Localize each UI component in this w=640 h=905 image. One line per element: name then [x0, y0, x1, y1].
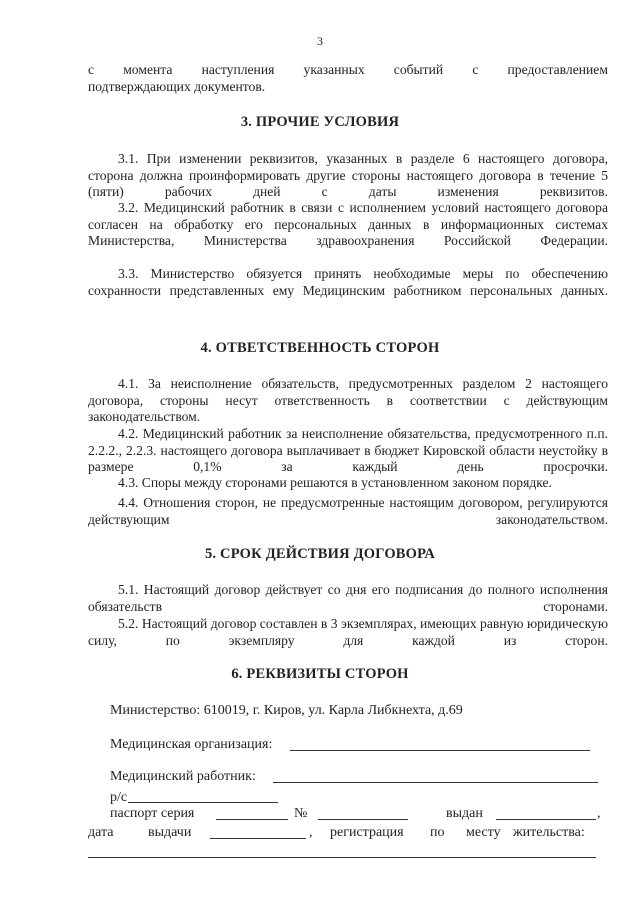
clause-3-3: 3.3. Министерство обязуется принять необходимые меры по обеспечению сохранности представленных ему Медицинским работником персональных данных. [88, 266, 608, 298]
passport-series-label: паспорт серия [110, 806, 195, 821]
med-worker-blank[interactable] [273, 782, 598, 783]
section-5-heading: 5. СРОК ДЕЙСТВИЯ ДОГОВОРА [204, 546, 436, 562]
clause-4-4: 4.4. Отношения сторон, не предусмотренные настоящим договором, регулируются действующим законодательством. [88, 495, 608, 527]
intro-word: момента [123, 62, 173, 77]
med-worker-label: Медицинский работник: [110, 769, 256, 784]
passport-number-blank[interactable] [318, 819, 408, 820]
registration-address-blank[interactable] [88, 857, 596, 858]
section-6-heading: 6. РЕКВИЗИТЫ СТОРОН [231, 666, 409, 682]
clause-5-2: 5.2. Настоящий договор составлен в 3 экземплярах, имеющих равную юридическую силу, по экземпляру для каждой из сторон. [88, 616, 608, 648]
clause-5-1: 5.1. Настоящий договор действует со дня его подписания до полного исполнения обязательств сторонами. [88, 582, 608, 614]
intro-line-2: подтверждающих документов. [88, 79, 266, 94]
issued-by-blank[interactable] [496, 819, 596, 820]
date-comma: , [309, 825, 313, 840]
account-blank[interactable] [128, 802, 278, 803]
clause-4-1: 4.1. За неисполнение обязательств, предусмотренных разделом 2 настоящего договора, стороны несут ответственность в соответствии с действующим законодательством. [88, 376, 608, 424]
clause-3-2: 3.2. Медицинский работник в связи с исполнением условий настоящего договора согласен на обработку его персональных данных в информационных системах Министерства, Министерства здравоохранения Российской Федерации. [88, 200, 608, 248]
registration-word: регистрация [330, 825, 404, 840]
issued-label: выдан [446, 806, 483, 821]
residence-word: жительства: [513, 825, 585, 840]
number-sign: № [294, 806, 308, 821]
section-4-heading: 4. ОТВЕТСТВЕННОСТЬ СТОРОН [200, 340, 440, 356]
intro-word: указанных [303, 62, 365, 77]
passport-series-blank[interactable] [216, 819, 288, 820]
by-word: по [430, 825, 445, 840]
clause-3-1: 3.1. При изменении реквизитов, указанных в разделе 6 настоящего договора, сторона должна проинформировать другие стороны настоящего договора в течение 5 (пяти) рабочих дней с даты изменения реквизитов. [88, 151, 608, 199]
clause-4-2: 4.2. Медицинский работник за неисполнение обязательства, предусмотренного п.п. 2.2.2., 2.2.3. настоящего договора выплачивает в бюджет Кировской области неустойку в размере 0,1% за каждый день просрочки. [88, 426, 608, 474]
intro-word: с [88, 62, 95, 77]
section-3-heading: 3. ПРОЧИЕ УСЛОВИЯ [240, 114, 400, 130]
intro-word: событий [393, 62, 444, 77]
page-number: 3 [317, 34, 323, 48]
issue-word: выдачи [148, 825, 192, 840]
place-word: месту [466, 825, 501, 840]
ministry-details: Министерство: 610019, г. Киров, ул. Карла Либкнехта, д.69 [110, 703, 463, 718]
account-label: р/с [110, 790, 128, 805]
intro-line-1 [88, 62, 608, 79]
intro-word: с [472, 62, 479, 77]
intro-word: предоставлением [507, 62, 608, 77]
clause-4-3: 4.3. Споры между сторонами решаются в установленном законом порядке. [118, 475, 552, 490]
date-word: дата [88, 825, 114, 840]
issue-date-blank[interactable] [210, 838, 306, 839]
intro-word: наступления [201, 62, 275, 77]
issued-comma: , [597, 806, 601, 821]
med-org-blank[interactable] [290, 750, 590, 751]
med-org-label: Медицинская организация: [110, 737, 273, 752]
